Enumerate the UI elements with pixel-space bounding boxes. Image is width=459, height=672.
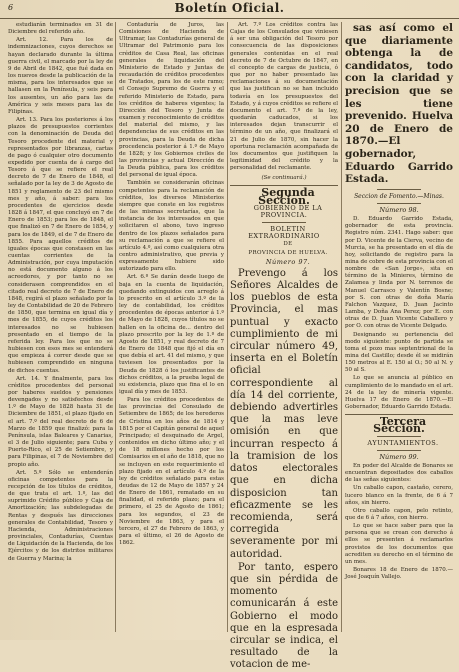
provincia-heading: PROVINCIA DE HUELVA. [248,249,328,256]
section-title: Segunda Seccion. [258,186,315,207]
paragraph: Lo que se anuncia al público en cumplimiento de lo mandado en el art. 24 de la ley de minería vigente. Huelva 17 de Enero de 1870.—El Gobernador, Eduardo Garrido Estada. [345,375,453,411]
de-heading: DE [283,241,293,248]
paragraph: Contaduría de Juros, las Comisiones de Hacienda de Ultramar, las Contadurías general de Ultramar del Patrimonio para los créditos de Casa Real, las oficinas generales de liquidación del Ministerio de Estado y Juntas de recaudación de créditos procedentes de Tratados, para los de este ramo; el Consejo Supremo de Guerra y el referido Ministerio de Estado, para los créditos de haberes vigentes; la Dirección del Tesoro y Junta de examen y reconocimiento de créditos del material del mismo, y las dependencias de sus créditos en las provincias, para la Deuda de dicha procedencia posterior á 1.º de Mayo de 1828; y los Gobiernos civiles de las provincias y actual Dirección de la Deuda pública, para los créditos del personal de igual época. [119,22,224,179]
gobierno-heading: GOBIERNO DE LA PROVINCIA. [253,203,323,219]
paragraph: Art. 7.º Los créditos contra las Cajas de los Consulados que viniesen á ser una obligación del Tesoro por consecuencia de las disposiciones generales contenidas en el real decreto de 7 de Octubre de 1847, en el concepto de cargas de justicia, ó que por no haber presentado las reclamaciones á su documentación que las justifican no se han incluido todavía en los presupuestos del Estado, y á cuyos créditos se refiere el documento el art. 7.º de la ley, quedarán caducados, si los interesados dejan transcurrir el término de un año, que finalizará el 21 de Julio de 1870, sin hacer la oportuna reclamación acompañada de los documentos que justifiquen la legitimidad del crédito y la personalidad del reclamante. [230,22,338,172]
seccion-fomento-heading: Seccion de Fomento.—Minas. [354,192,444,200]
numero-heading: Número 97. [265,257,311,266]
page-number: 6 [8,3,14,12]
paragraph: estudiarán terminados en 31 de Diciembre del referido año. [8,22,113,36]
paragraph: Art. 14. Y finalmente, para los créditos procedentes del personal por haberes sueldos y pensiones devengados y no satisfechos desde 1.º de Mayo de 1828 hasta 31 de Diciembre de 1851, el plazo fijado en el art. 7.º del real decreto de 6 de Marzo de 1859 que finalizó: para la Península, islas Baleares y Canarias, el 3 de Julio siguiente; para Cuba y Puerto-Rico, el 25 de Setiembre, y para Filipinas, el 7 de Noviembre del propio año. [8,375,113,468]
paragraph: Un caballo capon, castaño, cerero, lucero blanco en la frente, de 6 á 7 años, sin hierro. [345,485,453,506]
big-paragraph: Por tanto, espero que sin pérdida de momento comunicarán á este Gobierno el modo que en la espresada circular se indica, el resultado de la votacion de me- [230,561,338,671]
big-paragraph: Prevengo á los Señores Alcaldes de los pueblos de esta Provincia, el mas puntual y exacto cumplimiento de mi circular número 49, inserta en el Boletín oficial correspondiente al día 14 del corriente, debiendo advertirles que la mas leve omisión en que incurran respecto á la tramision de los datos electorales que en dicha disposicion tan eficazmente se les recomienda, será corregida severamente por mi autoridad. [230,267,338,560]
paragraph: Bonares 18 de Enero de 1870.—José Joaquín Vallejo. [345,567,453,581]
paragraph: Lo que se hace saber para que la persona que se crean con derecho á ellos se presenten á reclamarlos provistos de los documentos que acrediten su derecho en el término de un mes. [345,523,453,565]
big-paragraph: sas así como el que diariamente obtenga la de candidatos, todo con la claridad y precision que se les tiene prevenido. Huelva 20 de Enero de 1870.—El gobernador, Eduardo Garrido Estada. [345,22,453,186]
divider [377,189,420,190]
column-rule [227,22,228,632]
numero-heading: Número 98. [379,205,419,214]
column-3 [230,22,338,671]
divider [377,436,420,437]
page-title: Boletín Oficial. [174,1,285,15]
column-2 [119,22,224,632]
section-title: Tercera Seccion. [373,415,427,436]
column-1 [8,22,113,632]
paragraph: Otro caballo capon, pelo retinto, que de 6 á 7 años, con hierro. [345,507,453,521]
divider [377,203,420,204]
paragraph: Art. 12. Para los de indemnizaciones, cuyos derechos se hayan declarado durante la última guerra civil, el marcado por la ley de 9 de Abril de 1842, que fué dada en los nuevos desde la publicación de la misma, para los interesados que se hallasen en la Península, y seis para los ausentes, un año para las de América y seis meses para las de Filipinas. [8,37,113,115]
paragraph: D. Eduardo Garrido Estada, gobernador de esta provincia. Registro núm. 2341. Hago saber: que por D. Vicente de la Cierva, vecino de Murcia, se ha presentado en el día de hoy, solicitando de registro para la mina de cobre de esta provincia con el nombre de «San Jorge», sita en término de la Minieres, término de Zalamea y linda por N. terrenos de Manuel Carrasco y Valentín Bosne; por S. con otras de doña María Falchon Vazquez, D. Juan Jacinto Lamba, y Doña Ana Perez; por E. con otras de D. Juan Vicente Caballero y por O. con otras de Vicente Delgado. [345,216,453,330]
paragraph: Para los créditos procedentes de las provincias del Consulado de Setiembre de 1865; de los herederos de Cristina en los años de 1814 y 1815 por el Capitán general de aquel Principado; el desquinado de Argel, contenidos en dicho último año; y el de 18 millones hecho por los Comisarios en el año de 1818, que no se incluyen en este requerimiento el plazo fijado en el artículo 4.º de la ley de créditos señalado para estas deudas de 12 de Mayo de 1857 y 24 de Enero de 1861, rematado en su finalidad, el referido plazo; para el primero, el 25 de Agosto de 1861; para los segundos, el 23 de Noviembre de 1863, y para el tercero, el 27 de Febrero de 1863, y para el último, el 26 de Agosto de 1862. [119,397,224,547]
ayuntamientos-heading: AYUNTAMIENTOS. [367,438,439,447]
paragraph: En poder del Alcalde de Bonares se encuentran depositados dos caballos de las señas siguientes: [345,462,453,484]
continued-note: (Se continuará.) [261,175,307,182]
paragraph: Art. 5.º Sólo se entenderán oficinas competentes para la recepción de los títulos de créditos, de que trata el art. 1.º, las del suprimido Crédito público y Caja de Amortización; las subdelegadas de Rentas y después las direcciones generales de Contabilidad, Tesoro y Hacienda, Administraciones provinciales, Contadurías, Cuentas de Liquidación de la Hacienda, de los Ejércitos y de los distritos militares de Guerra y Marina; la [8,469,113,562]
column-rule [341,22,342,632]
divider [377,450,420,451]
column-rule [115,22,116,632]
boletin-extra-heading: BOLETIN EXTRAORDINARIO [248,225,320,241]
paragraph: Art. 6.º Se darán desde luego de baja en la cuenta de liquidación, quedando extinguidos con arreglo á lo prescrito en el artículo 3.º de la ley de contabilidad, los créditos procedentes de épocas anterior á 1.º de Mayo de 1828, cuyos títulos no se hallen en la oficina de... dentro del plazo prescrito por la ley de 1.º de Agosto de 1851, y real decreto de 7 de Enero de 1848 que fijó el día en que debía el art. 41 del mismo, y que tuviesen los presentados por la Deuda de 1828 ó los justificantes de dichos créditos, a la prueba legal de su existencia, plazo que fina el lo en igual día y mes de 1853. [119,274,224,395]
numero-heading: Número 99. [379,452,419,461]
column-4 [345,22,453,632]
paragraph: Designando su pertenencia del modo siguiente: punto de partida se toma el pozo mas septentrional de la mina del Castillo; desde él se midirán 150 metros al E. 150 al O.; 50 al N. y 50 al S. [345,331,453,374]
divider [262,222,305,223]
paragraph: Art. 13. Para los posteriores á los plazos de presupuestos corrientes con la denominación de Deuda del Tesoro procedente del material y representados por libranzas, cartas de pago ó cualquier otro documento expedido por cuenta de á cargo del Tesoro á que se refiere el real decreto de 7 de Enero de 1848, el señalado por la ley de 3 de Agosto de 1851 y reglamento de 23 del mismo mes y año, á saber: para los procedentes de ejercicios desde 1828 á 1847, el que concluyó en 7 de Enero de 1853; para los de 1848, el que finalizó en 7 de Enero de 1854, y para los de 1849, el de 7 de Enero de 1855. Para aquellos créditos de iguales épocas que constasen en las cuentas corrientes de la Administración, por cuya imputación no está documento alguno á los acreedores, y por tanto no se considerasen comprendidos en el citado real decreto de 7 de Enero de 1848, regirá el plazo señalado por la ley de Contabilidad de 20 de Febrero de 1850, que termina en igual día y mes de 1855, de cuyos créditos los interesados no se hubiesen presentado en el tiempo de la referida ley. Para los que no se hubiesen con esos mes se entenderá que empieza á correr desde que se hubiesen comprendido en ninguna de dichos cuentas. [8,117,113,374]
page-header [0,0,459,19]
paragraph: También se considerarán oficinas competentes para la reclamación de créditos, los diversos Ministerios siempre que conste en los registros de las mismas secretarías, que la instancia de los interesados en que solicitaren el abono, tuvo ingreso dentro de los plazos señalados para su reclamación a que se refiere el artículo 4.º, así como cualquiera otra centro administrativo, que previa y expresamente hubiere sido autorizado para ello. [119,180,224,273]
